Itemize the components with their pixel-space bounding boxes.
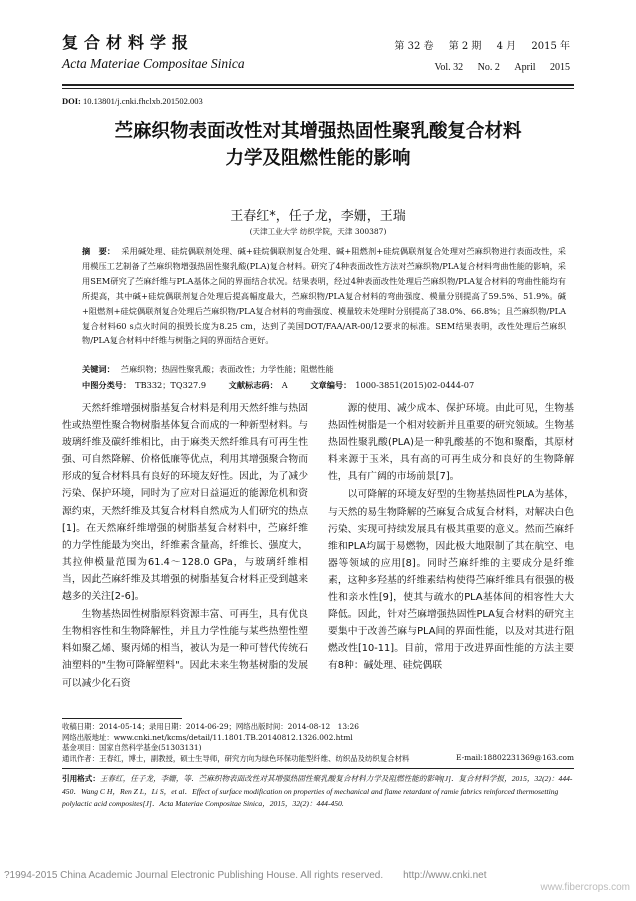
classification bbox=[82, 380, 566, 391]
footnote-dates: 收稿日期：2014-05-14；录用日期：2014-06-29；网络出版时间：2014-08-12 13:26 bbox=[62, 722, 359, 731]
watermark: www.fibercrops.com bbox=[540, 882, 630, 893]
footnotes bbox=[62, 722, 574, 764]
citation-text: 王春红，任子龙，李姗，等．苎麻织物表面改性对其增强热固性聚乳酸复合材料力学及阻燃性能的影响[J]．复合材料学报，2015，32(2)：444-450．Wang C H，Ren Z L，Li S，et al．Effect of surface modification on properties of mechanical and flame retardant of ramie fabrics reinforced thermosetting polylactic acid composites[J]．Acta Materiae Compositae Sinica，2015，32(2)：444-450. bbox=[62, 774, 573, 809]
year-en: 2015 bbox=[550, 62, 570, 73]
body-column-right bbox=[328, 400, 574, 675]
body-paragraph: 源的使用、减少成本、保护环境。由此可见，生物基热固性树脂是一个相对较新并且重要的研究领域。生物基热固性聚乳酸(PLA)是一种乳酸基的不饱和聚酯，其原材料来源于玉米，具有高的可再生成分和良好的生物降解性，具有广阔的市场前景[7]。 bbox=[328, 403, 574, 483]
copyright-line: ?1994-2015 China Academic Journal Electronic Publishing House. All rights reserved. http://www.cnki.net bbox=[4, 870, 487, 881]
issue-info-cn bbox=[382, 37, 570, 52]
citation-label: 引用格式： bbox=[62, 774, 100, 783]
keywords bbox=[82, 364, 566, 375]
title-line-1: 苎麻织物表面改性对其增强热固性聚乳酸复合材料 bbox=[114, 121, 522, 142]
clc-value: TB332；TQ327.9 bbox=[135, 380, 207, 390]
header-rule bbox=[62, 84, 574, 86]
article-title bbox=[62, 118, 574, 172]
citation-rule bbox=[62, 768, 574, 769]
body-column-left bbox=[62, 400, 308, 692]
journal-name-cn: 复合材料学报 bbox=[62, 33, 195, 52]
doc-code-label: 文献标志码： bbox=[228, 380, 278, 390]
keywords-text: 苎麻织物；热固性聚乳酸；表面改性；力学性能；阻燃性能 bbox=[120, 364, 334, 374]
volume-cn: 第 32 卷 bbox=[394, 41, 434, 52]
doi-label: DOI: bbox=[62, 96, 81, 106]
header-rule-thin bbox=[62, 88, 574, 89]
issue-cn: 第 2 期 bbox=[448, 41, 482, 52]
body-paragraph: 以可降解的环境友好型的生物基热固性PLA为基体，与天然的易生物降解的苎麻复合成复合材料，对解决白色污染、实现可持续发展具有极其重要的意义。然而苎麻纤维和PLA均属于易燃物，因此极大地限制了其在航空、电器等领域的应用[8]。同时苎麻纤维的主要成分是纤维素，这种多羟基的纤维素结构使得苎麻纤维具有很强的极性和亲水性[9]，使其与疏水的PLA基体间的相容性大大降低。因此，针对苎麻增强热固性PLA复合材料的研究主要集中于改善苎麻与PLA间的界面性能，以及对其进行阻燃改性[10-11]。目前，常用于改进界面性能的方法主要有8种：碱处理、硅烷偶联 bbox=[328, 489, 574, 672]
footnote-rule bbox=[62, 718, 182, 719]
issue-en: No. 2 bbox=[477, 62, 500, 73]
volume-en: Vol. 32 bbox=[434, 62, 464, 73]
citation bbox=[62, 773, 574, 811]
authors: 王春红*，任子龙，李姗，王瑞 bbox=[230, 209, 406, 224]
month-en: April bbox=[514, 62, 536, 73]
clc-label: 中图分类号： bbox=[82, 380, 132, 390]
keywords-label: 关键词： bbox=[82, 364, 115, 374]
footnote-bio: 通讯作者：王春红，博士，副教授，硕士生导师，研究方向为绿色环保功能型纤维、纺织品及纺织复合材料 bbox=[62, 753, 410, 763]
body-paragraph: 天然纤维增强树脂基复合材料是利用天然纤维与热固性或热塑性聚合物树脂基体复合而成的一种新型材料。与玻璃纤维及碳纤维相比，由于麻类天然纤维具有可再生性强、可自然降解、价格低廉等优点，利用其增强聚合物而形成的复合材料具有良好的环境友好性。因此，为了减少污染、保护环境，同时为了应对日益逼近的能源危机和资源约束，天然纤维及其复合材料自然成为人们研究的热点[1]。在天然麻纤维增强的树脂基复合材料中，苎麻纤维的力学性能最为突出，纤维素含量高，纤维长、强度大，其拉伸模量范围为61.4～128.0 GPa，与玻璃纤维相当，因此苎麻纤维及其增强的树脂基复合材料正受到越来越多的关注[2-6]。 bbox=[62, 403, 308, 603]
abstract-label: 摘 要： bbox=[82, 246, 116, 256]
affiliation: (天津工业大学 纺织学院，天津 300387) bbox=[249, 227, 387, 236]
abstract bbox=[82, 244, 566, 348]
abstract-text: 采用碱处理、硅烷偶联剂处理、碱+硅烷偶联剂复合处理、碱+阻燃剂+硅烷偶联剂复合处理对苎麻织物进行表面改性，采用模压工艺制备了苎麻织物增强热固性聚乳酸(PLA)复合材料。研究了4种表面改性方法对苎麻织物/PLA复合材料弯曲性能的影响，采用SEM研究了苎麻纤维与PLA基体之间的界面结合状况。结果表明，经过4种表面改性处理后苎麻织物/PLA复合材料的弯曲性能均有所提高，其中碱+硅烷偶联剂复合处理后提高幅度最大，苎麻织物/PLA复合材料的弯曲强度、模量分别提高了59.5%、51.9%。碱+阻燃剂+硅烷偶联剂复合处理后苎麻织物/PLA复合材料的弯曲强度、模量较未处理时分别提高了38.0%、66.8%；且苎麻织物/PLA复合材料60 s点火时间的损毁长度为8.25 cm，达到了美国DOT/FAA/AR-00/12要求的标准。SEM结果表明，改性处理后苎麻织物/PLA复合材料中纤维与树脂之间的界面结合更好。 bbox=[82, 246, 566, 346]
issue-info-en bbox=[422, 62, 570, 73]
doc-code-value: A bbox=[281, 380, 288, 390]
title-line-2: 力学及阻燃性能的影响 bbox=[225, 148, 411, 169]
footnote-fund: 基金项目：国家自然科学基金(51303131) bbox=[62, 743, 202, 753]
journal-name-en: Acta Materiae Compositae Sinica bbox=[62, 56, 245, 71]
body-paragraph: 生物基热固性树脂原料资源丰富、可再生，具有优良生物相容性和生物降解性，并且力学性能与某些热塑性塑料如聚乙烯、聚丙烯的相当，被认为是一种可替代传统石油塑料的"生物可降解塑料"。因此未来生物基树脂的发展可以减少化石资 bbox=[62, 609, 308, 689]
year-cn: 2015 年 bbox=[531, 41, 570, 52]
month-cn: 4 月 bbox=[496, 41, 517, 52]
article-no-value: 1000-3851(2015)02-0444-07 bbox=[355, 380, 475, 390]
article-no-label: 文章编号： bbox=[310, 380, 352, 390]
footnote-url: 网络出版地址：www.cnki.net/kcms/detail/11.1801.TB.20140812.1326.002.html bbox=[62, 732, 353, 742]
footnote-email: E-mail:18802231369@163.com bbox=[456, 753, 574, 762]
doi-value: 10.13801/j.cnki.fhclxb.201502.003 bbox=[83, 96, 203, 106]
doi bbox=[62, 96, 203, 106]
